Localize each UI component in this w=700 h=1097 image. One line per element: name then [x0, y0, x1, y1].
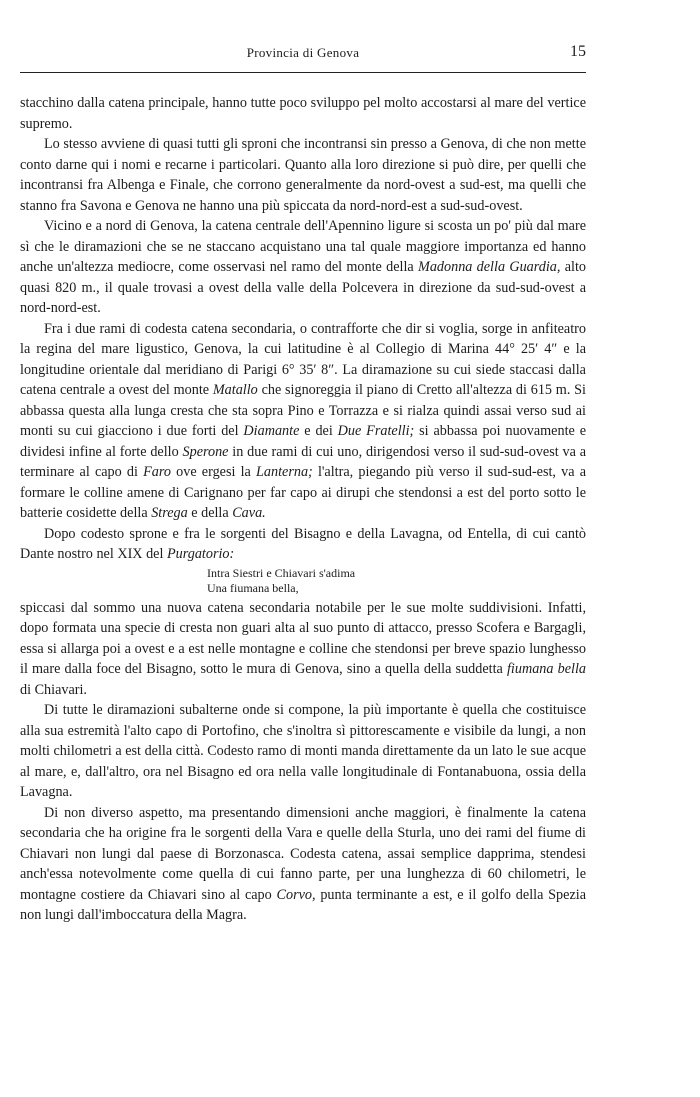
place-name-italic: Due Fratelli;: [337, 423, 415, 439]
paragraph-text: in due rami di cui uno, dirigendosi verso il sud-sud-ovest va a terminare al capo di: [20, 443, 587, 480]
paragraph-7: [20, 700, 586, 803]
body-text: [20, 93, 586, 926]
place-name-italic: Sperone: [182, 443, 229, 460]
paragraph-text: e della: [187, 505, 233, 521]
verse-quotation: [207, 566, 586, 596]
verse-line-1: Intra Siestri e Chiavari s'adima: [207, 565, 356, 580]
paragraph-text: Di tutte le diramazioni subalterne onde si compone, la più importante è quella che costituisce alla sua estremità l'alto capo di Portofino, che s'inoltra sì pittorescamente e visibile da lungi, a non molti chilometri a est della città. Codesto ramo di monti manda direttamente da un lato le sue acque al mare, e, dall'altro, ora nel Bisagno ed ora nella valle longitudinale di Fontanabuona, ossia della Lavagna.: [20, 702, 586, 800]
place-name-italic: Cava.: [232, 505, 266, 521]
paragraph-text: Di non diverso aspetto, ma presentando dimensioni anche maggiori, è finalmente la catena secondaria che ha origine fra le sorgenti della Vara e quelle della Sturla, uno dei rami del fiume di Chiavari non lungi dal paese di Borzonasca. Codesta catena, assai semplice dapprima, stendesi anch'essa notevolmente come quella di cui fanno parte, per una lunghezza di 60 chilometri, le montagne costiere da Chiavari sino al capo: [20, 804, 586, 903]
paragraph-2: [20, 134, 586, 216]
verse-line-2: Una fiumana bella,: [207, 580, 299, 595]
header-rule: [20, 72, 586, 73]
paragraph-text: di Chiavari.: [20, 681, 87, 698]
page-number: 15: [570, 43, 586, 60]
paragraph-text: si abbassa poi nuovamente e dividesi infine al forte dello: [20, 423, 586, 460]
place-name-italic: Strega: [151, 505, 188, 521]
paragraph-4: [20, 319, 586, 524]
paragraph-text: ove ergesi la: [170, 464, 257, 480]
paragraph-3: [20, 216, 586, 319]
paragraph-text: che signoreggia il piano di Cretto all'altezza di 615 m. Si abbassa questa alla lunga cresta che sta sopra Pino e Torrazza e si rialza quindi assai verso sud ai monti su cui giacciono i due forti del: [20, 382, 586, 439]
paragraph-text: stacchino dalla catena principale, hanno tutte poco sviluppo pel molto accostarsi al mare del vertice supremo.: [20, 95, 586, 132]
place-name-italic: Matallo: [212, 382, 258, 398]
paragraph-text: alto quasi 820 m., il quale trovasi a ovest della valle della Polcevera in direzione da sud-sud-ovest a nord-nord-est.: [20, 259, 587, 316]
paragraph-text: l'altra, piegando più verso il sud-sud-est, va a formare le colline amene di Carignano per far capo ai dirupi che stendonsi a est del porto sotto le batterie cosidette della: [20, 464, 587, 521]
header-title: Provincia di Genova: [246, 45, 360, 60]
running-header: [20, 45, 586, 71]
work-title-italic: Purgatorio:: [166, 546, 235, 562]
paragraph-text: punta terminante a est, e il golfo della Spezia non lungi dall'imboccatura della Magra.: [20, 886, 586, 923]
paragraph-text: Vicino e a nord di Genova, la catena centrale dell'Apennino ligure si scosta un po' più dal mare sì che le diramazioni che se ne staccano acquistano una tal quale maggiore importanza ed hanno anche un'altezza mediocre, come osservasi nel ramo del monte della: [20, 218, 586, 275]
place-name-italic: Corvo,: [276, 886, 316, 903]
paragraph-6: [20, 598, 586, 701]
place-name-italic: Faro: [143, 464, 171, 480]
paragraph-text: spiccasi dal sommo una nuova catena secondaria notabile per le sue molte suddivisioni. Infatti, dopo formata una specie di cresta non guari alta al suo punto di attacco, presso Scofera e Bargagli, essa si allarga poi a ovest e a est nelle montagne e colline che stendonsi per breve spazio lunghesso il mare dalla foce del Bisagno, sotto le mura di Genova, sino a quella della suddetta: [20, 599, 586, 677]
paragraph-8: [20, 803, 586, 926]
place-name-italic: Madonna della Guardia,: [418, 259, 561, 275]
place-name-italic: Diamante: [243, 423, 300, 439]
paragraph-text: Fra i due rami di codesta catena secondaria, o contrafforte che dir si voglia, sorge in anfiteatro la regina del mare ligustico, Genova, la cui latitudine è al Collegio di Marina 44° 25′ 4″ e la longitudine orientale dal meridiano di Parigi 6° 35′ 8″. La diramazione su cui siede staccasi dalla catena centrale a ovest del monte: [20, 320, 586, 398]
paragraph-5: [20, 524, 586, 565]
paragraph-text: e dei: [299, 423, 338, 439]
paragraph-1: [20, 93, 586, 134]
place-name-italic: Lanterna;: [256, 464, 313, 480]
quoted-phrase-italic: fiumana bella: [506, 661, 586, 677]
paragraph-text: Dopo codesto sprone e fra le sorgenti del Bisagno e della Lavagna, od Entella, di cui cantò Dante nostro nel XIX del: [20, 525, 586, 562]
paragraph-text: Lo stesso avviene di quasi tutti gli sproni che incontransi sin presso a Genova, di che non mette conto darne qui i nomi e recarne i particolari. Quanto alla loro direzione si può dire, per quelli che incontransi fra Albenga e Finale, che corrono generalmente da nord-ovest a sud-est, ma quelli che stanno fra Savona e Genova ne hanno una più spiccata da nord-nord-est a sud-sud-ovest.: [20, 136, 586, 214]
